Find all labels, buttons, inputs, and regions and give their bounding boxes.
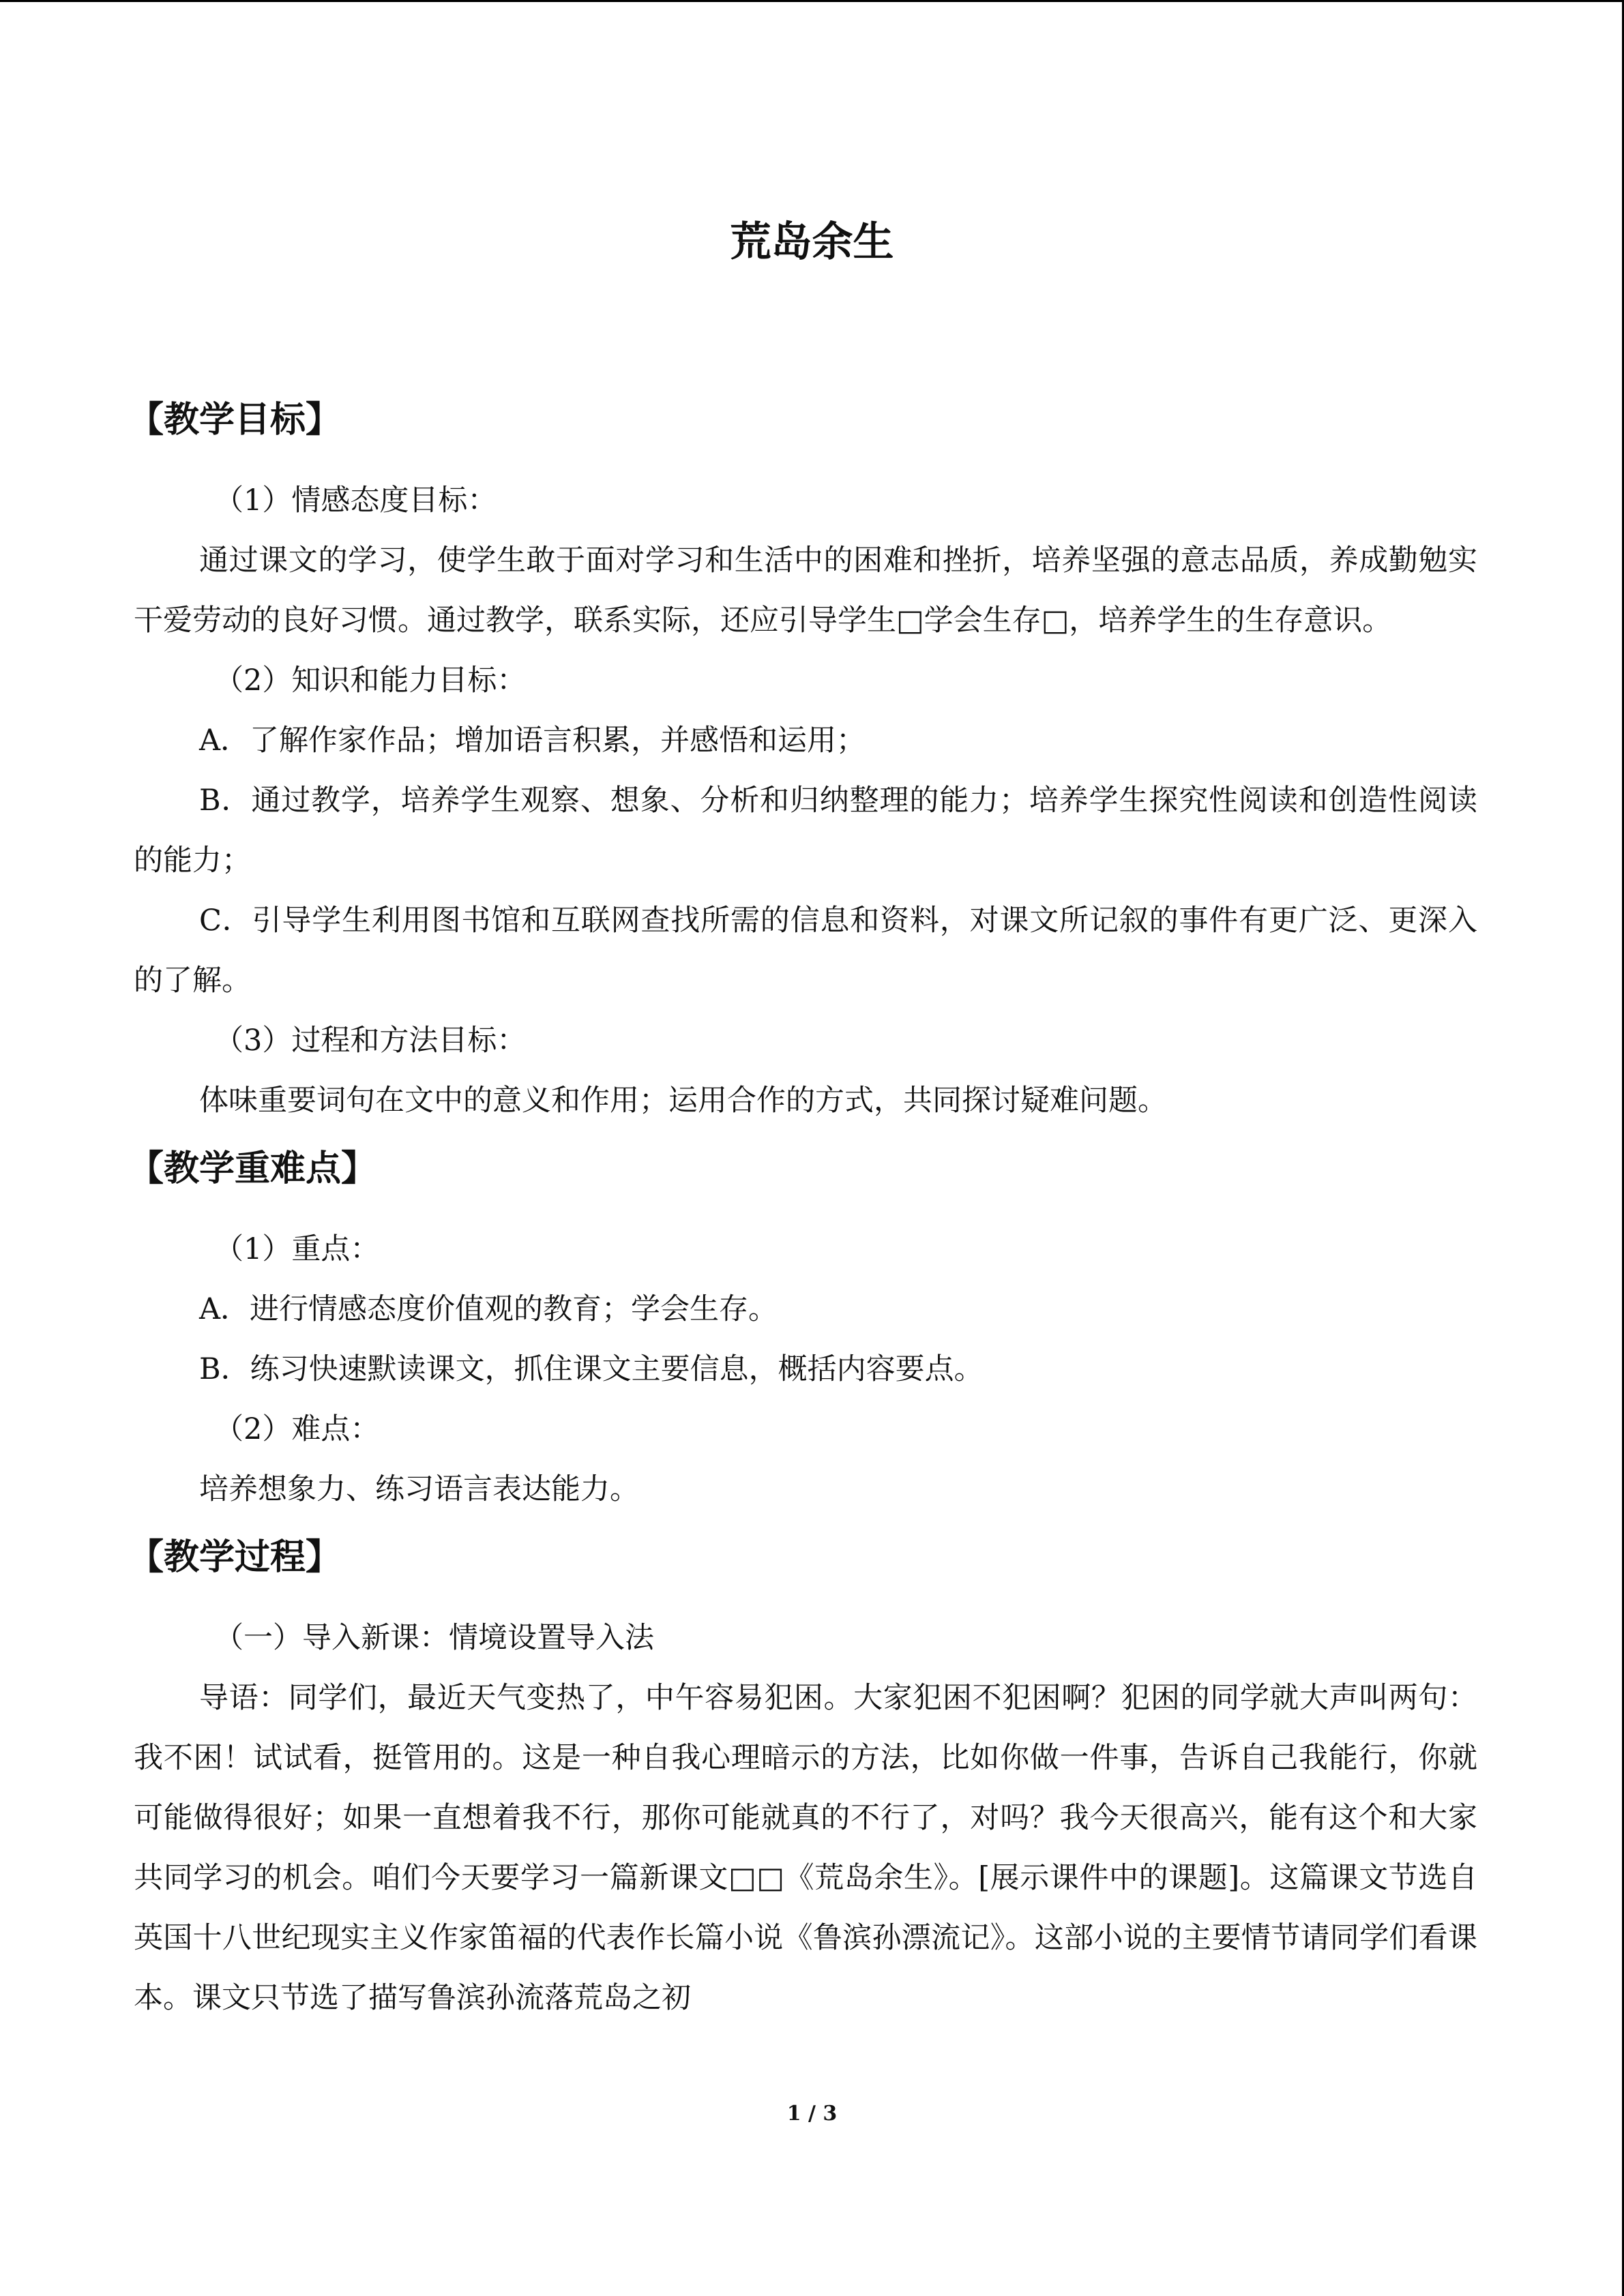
section-key-difficult-points [128, 1131, 1477, 1519]
section-teaching-objectives [128, 382, 1477, 1131]
document-title: 荒岛余生 [730, 218, 894, 266]
paragraph: （一）导入新课：情境设置导入法 [214, 1621, 654, 1655]
paragraph: B．通过教学，培养学生观察、想象、分析和归纳整理的能力；培养学生探究性阅读和创造性阅读的能力； [134, 784, 1477, 878]
section-heading: 【教学重难点】 [128, 1148, 377, 1189]
paragraph: 导语：同学们，最近天气变热了，中午容易犯困。大家犯困不犯困啊？犯困的同学就大声叫两句：我不困！试试看，挺管用的。这是一种自我心理暗示的方法，比如你做一件事，告诉自己我能行，你就可能做得很好；如果一直想着我不行，那你可能就真的不行了，对吗？我今天很高兴，能有这个和大家共同学习的机会。咱们今天要学习一篇新课文□□《荒岛余生》。[展示课件中的课题]。这篇课文节选自英国十八世纪现实主义作家笛福的代表作长篇小说《鲁滨孙漂流记》。这部小说的主要情节请同学们看课本。课文只节选了描写鲁滨孙流落荒岛之初 [134, 1681, 1477, 2015]
section-teaching-process [128, 1519, 1477, 2028]
paragraph: （2）难点： [214, 1412, 380, 1446]
paragraph: 培养想象力、练习语言表达能力。 [199, 1472, 639, 1506]
paragraph: 体味重要词句在文中的意义和作用；运用合作的方式，共同探讨疑难问题。 [199, 1084, 1167, 1118]
paragraph: 通过课文的学习，使学生敢于面对学习和生活中的困难和挫折，培养坚强的意志品质，养成勤勉实干爱劳动的良好习惯。通过教学，联系实际，还应引导学生□学会生存□，培养学生的生存意识。 [134, 543, 1477, 638]
paragraph: A．了解作家作品；增加语言积累，并感悟和运用； [199, 724, 866, 758]
paragraph: （2）知识和能力目标： [214, 664, 527, 698]
paragraph: （1）重点： [214, 1232, 380, 1266]
document-body [128, 382, 1477, 2028]
paragraph: A．进行情感态度价值观的教育；学会生存。 [199, 1292, 778, 1326]
paragraph: （3）过程和方法目标： [214, 1024, 527, 1058]
section-heading: 【教学目标】 [128, 399, 342, 441]
page-number: 1 / 3 [786, 2102, 838, 2126]
paragraph: C．引导学生利用图书馆和互联网查找所需的信息和资料，对课文所记叙的事件有更广泛、更深入的了解。 [134, 904, 1477, 998]
paragraph: （1）情感态度目标： [214, 483, 497, 518]
paragraph: B．练习快速默读课文，抓住课文主要信息，概括内容要点。 [199, 1352, 984, 1386]
section-heading: 【教学过程】 [128, 1536, 342, 1578]
